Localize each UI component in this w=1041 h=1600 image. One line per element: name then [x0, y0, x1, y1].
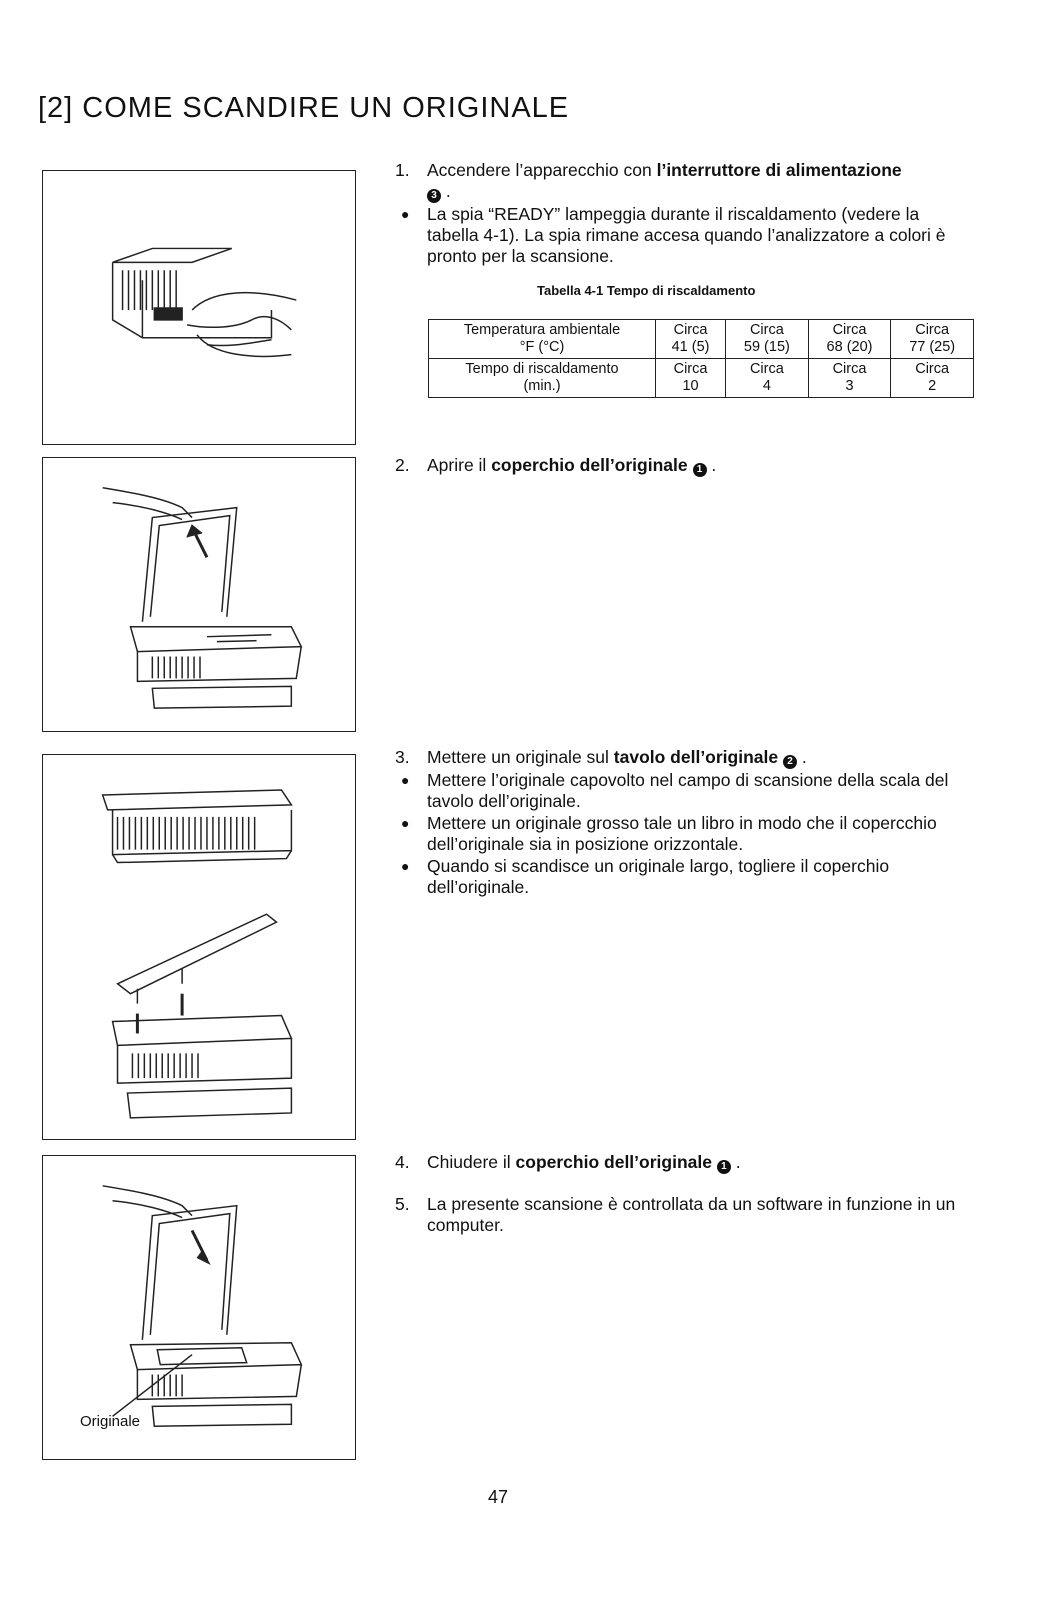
- table-term: tavolo dell’originale: [613, 747, 779, 767]
- bullet-text: La spia “READY” lampeggia durante il riscaldamento (vedere la tabella 4-1). La spia rimane accesa quando l’analizzatore a colori è pronto per la scansione.: [427, 204, 946, 266]
- callout-marker: 1: [717, 1160, 731, 1174]
- bullet-text: Mettere un originale grosso tale un libro in modo che il copercchio dell’originale sia in posizione orizzontale.: [427, 813, 937, 854]
- step-text-end: .: [730, 1152, 741, 1172]
- step-text: La presente scansione è controllata da un software in funzione in un computer.: [427, 1194, 956, 1235]
- table-cell: Circa 10: [656, 359, 726, 398]
- step-number: 5.: [395, 1194, 410, 1214]
- bullet-icon: ●: [401, 815, 410, 831]
- open-cover-illustration: [43, 458, 355, 731]
- warmup-table: [428, 319, 974, 398]
- page-title: [2] COME SCANDIRE UN ORIGINALE: [38, 92, 570, 124]
- bullet-icon: ●: [401, 772, 410, 788]
- table-row-header: Temperatura ambientale °F (°C): [429, 320, 656, 359]
- figure-label-originale: Originale: [80, 1413, 141, 1430]
- power-switch-term: l’interruttore di alimentazione: [656, 160, 902, 180]
- callout-marker: 1: [693, 463, 707, 477]
- step-number: 4.: [395, 1152, 410, 1172]
- step-text: Accendere l’apparecchio con: [427, 160, 657, 180]
- bullet-text: Mettere l’originale capovolto nel campo di scansione della scala del tavolo dell’originale.: [427, 770, 949, 811]
- step-2: [395, 455, 975, 477]
- bullet-icon: ●: [401, 206, 410, 222]
- table-row-header: Tempo di riscaldamento (min.): [429, 359, 656, 398]
- figure-place-original: [42, 754, 356, 1140]
- table-cell: Circa 77 (25): [891, 320, 974, 359]
- step-5: [395, 1194, 975, 1236]
- table-caption: Tabella 4-1 Tempo di riscaldamento: [537, 283, 756, 298]
- bullet-text: Quando si scandisce un originale largo, togliere il coperchio dell’originale.: [427, 856, 890, 897]
- callout-marker: 2: [783, 755, 797, 769]
- table-cell: Circa 68 (20): [808, 320, 891, 359]
- step-text-end: .: [797, 747, 807, 767]
- bullet-icon: ●: [401, 858, 410, 874]
- table-cell: Circa 3: [808, 359, 891, 398]
- step-3: [395, 747, 975, 898]
- step-number: 1.: [395, 160, 410, 180]
- cover-term: coperchio dell’originale: [491, 455, 688, 475]
- table-cell: Circa 41 (5): [656, 320, 726, 359]
- step-text: Chiudere il: [427, 1152, 516, 1172]
- figure-power-switch: [42, 170, 356, 445]
- step-text-end: .: [706, 455, 717, 475]
- step-4: [395, 1152, 975, 1174]
- step-text: Aprire il: [427, 455, 492, 475]
- table-cell: Circa 2: [891, 359, 974, 398]
- page-number: 47: [488, 1487, 509, 1507]
- place-original-illustration: [43, 755, 355, 1139]
- power-switch-illustration: [43, 171, 355, 444]
- step-text-end: .: [441, 181, 451, 201]
- cover-term: coperchio dell’originale: [515, 1152, 712, 1172]
- figure-open-cover: [42, 457, 356, 732]
- callout-marker: 3: [427, 189, 441, 203]
- step-text: Mettere un originale sul: [427, 747, 614, 767]
- table-row: [429, 320, 974, 359]
- table-row: [429, 359, 974, 398]
- step-1: [395, 160, 975, 267]
- table-cell: Circa 59 (15): [726, 320, 809, 359]
- step-number: 2.: [395, 455, 410, 475]
- step-number: 3.: [395, 747, 410, 767]
- table-cell: Circa 4: [726, 359, 809, 398]
